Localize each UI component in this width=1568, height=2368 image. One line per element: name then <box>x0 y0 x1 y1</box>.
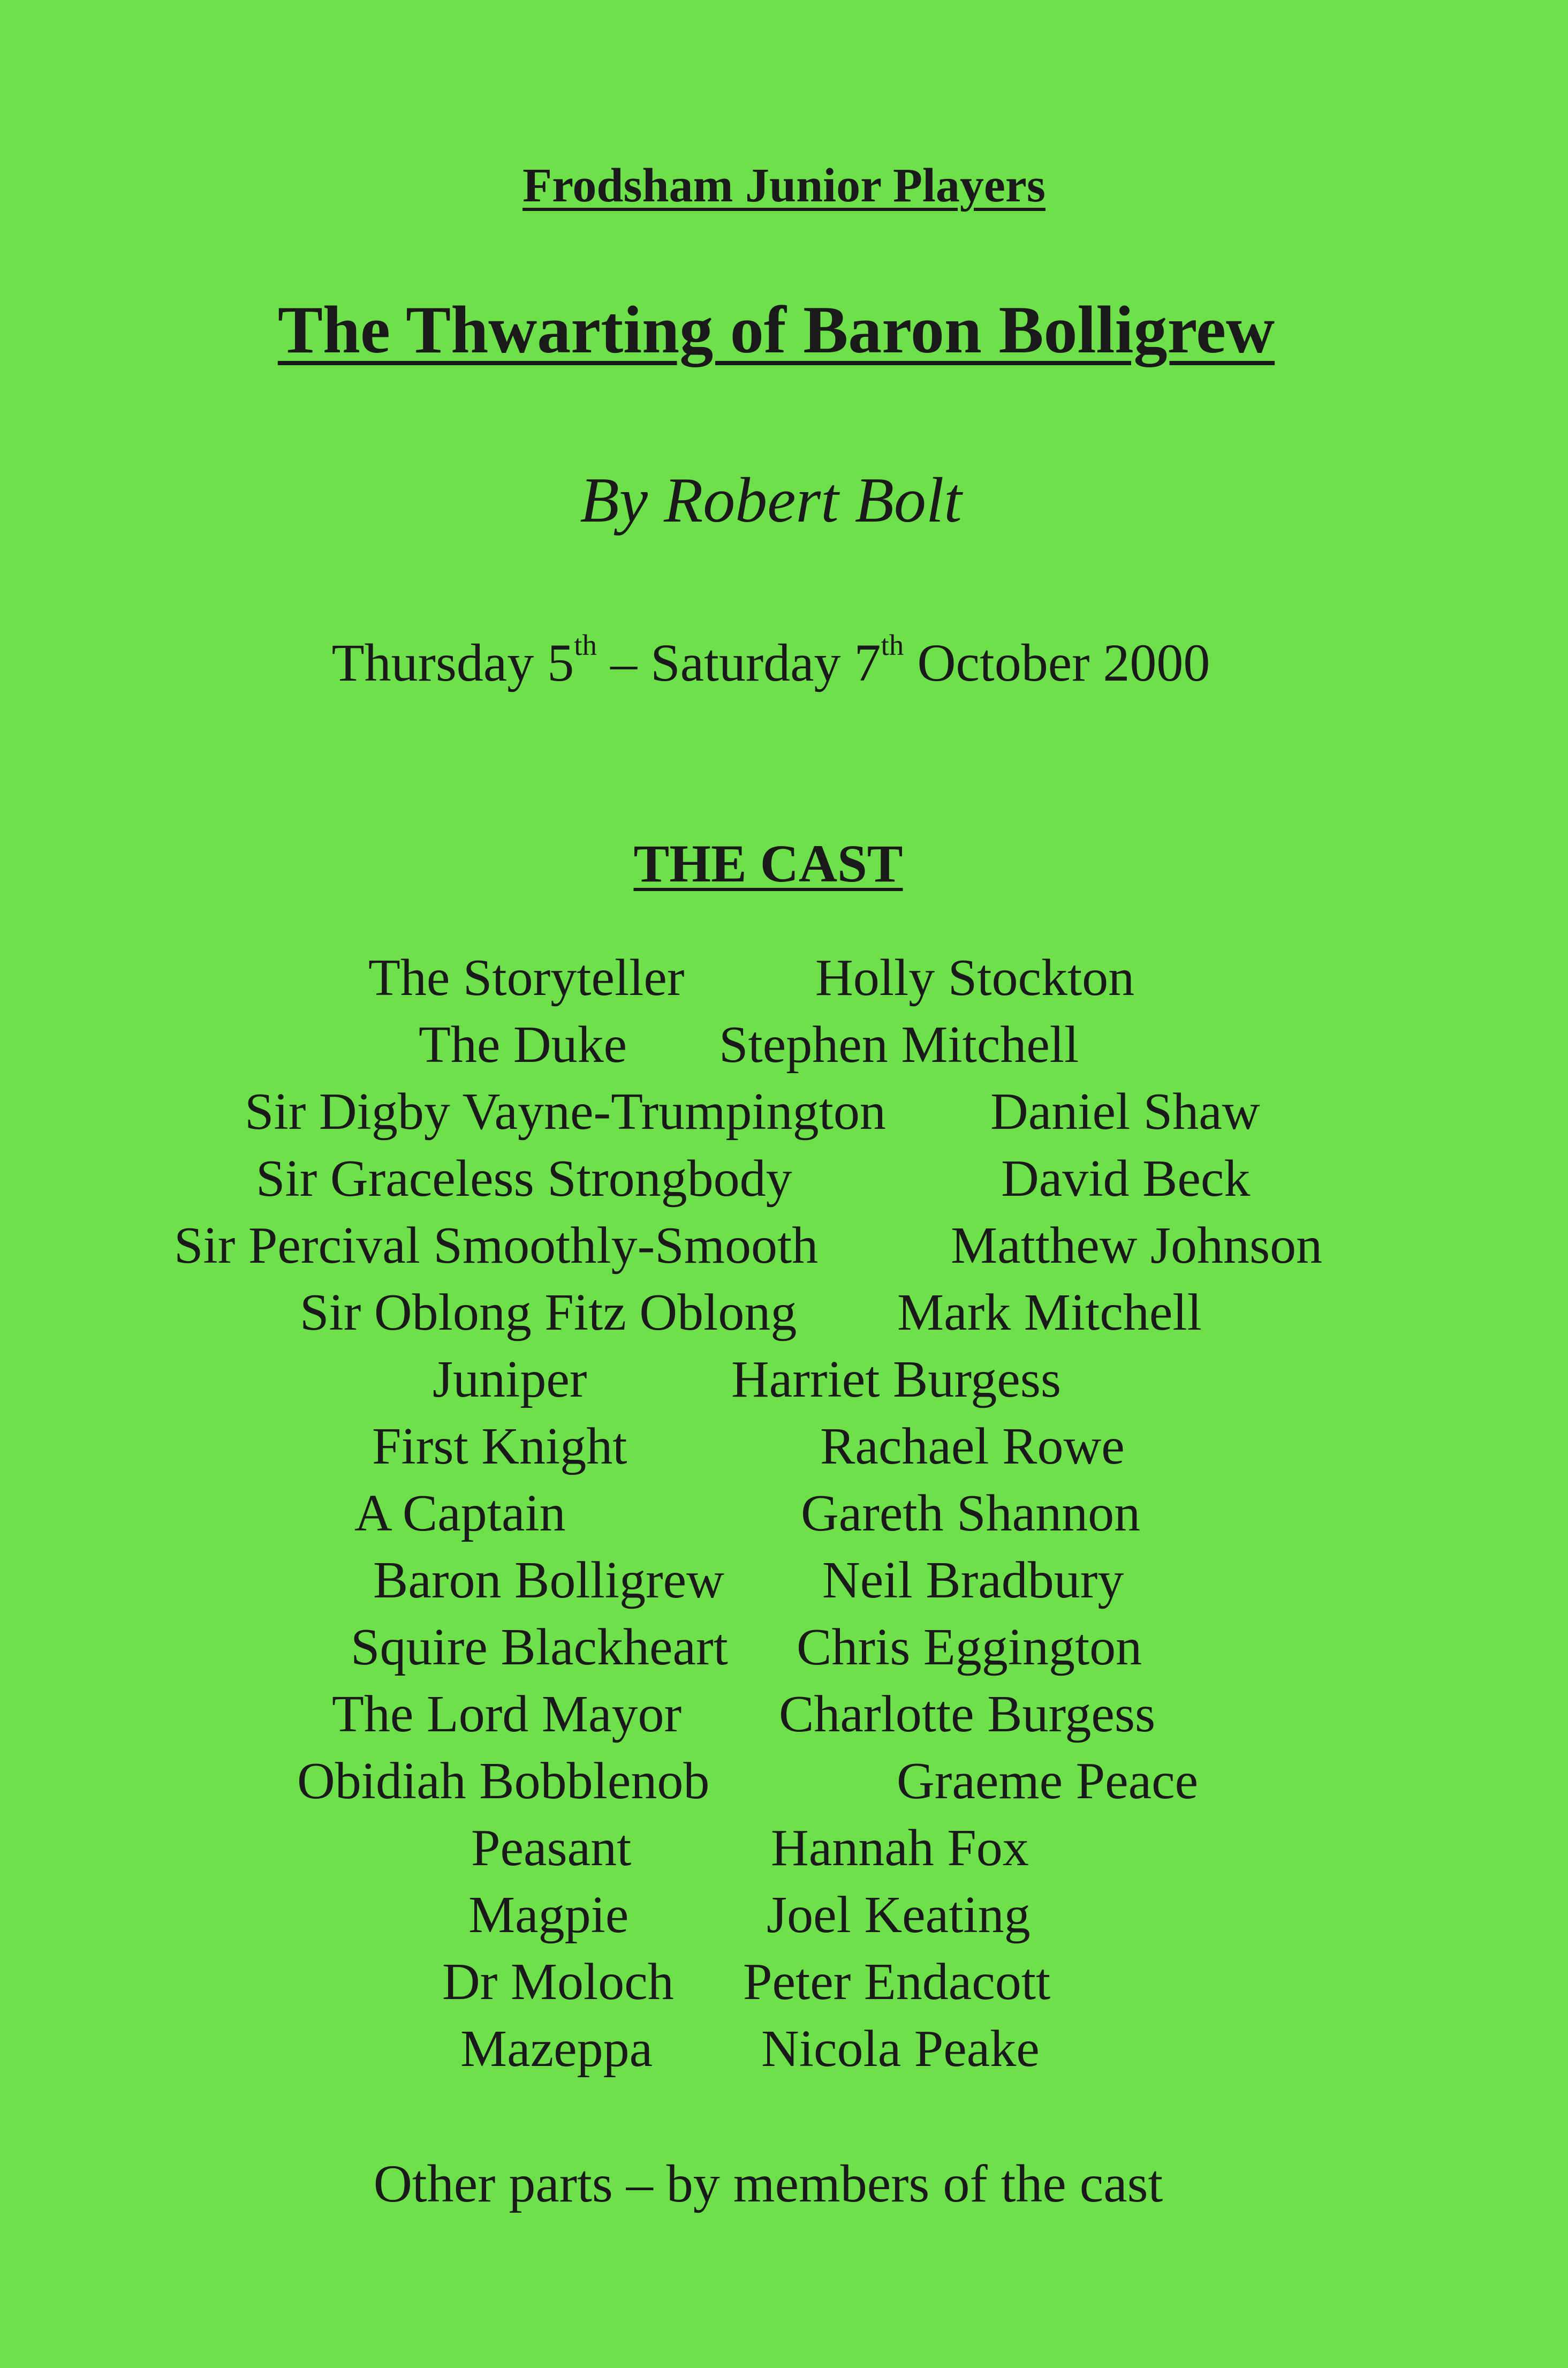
cast-row <box>0 948 1568 1015</box>
cast-row <box>0 1216 1568 1283</box>
role-name: Mazeppa <box>460 2020 653 2078</box>
actor-name: Chris Eggington <box>797 1618 1142 1676</box>
actor-name: Daniel Shaw <box>990 1083 1260 1141</box>
cast-row <box>0 1952 1568 2019</box>
actor-name: Peter Endacott <box>743 1953 1051 2011</box>
role-name: Sir Oblong Fitz Oblong <box>300 1284 797 1341</box>
actor-name: Harriet Burgess <box>731 1351 1061 1408</box>
cast-row <box>0 2019 1568 2086</box>
role-name: Baron Bolligrew <box>373 1551 724 1609</box>
actor-name: Mark Mitchell <box>897 1284 1202 1341</box>
cast-row <box>0 1283 1568 1349</box>
cast-row <box>0 1416 1568 1483</box>
month-year: October 2000 <box>904 633 1210 692</box>
actor-name: Hannah Fox <box>771 1819 1029 1877</box>
role-name: Sir Percival Smoothly-Smooth <box>174 1217 819 1275</box>
closing-note: Other parts – by members of the cast <box>373 2154 1163 2213</box>
role-name: Dr Moloch <box>442 1953 674 2011</box>
end-date: – Saturday 7 <box>597 633 881 692</box>
role-name: Squire Blackheart <box>351 1618 728 1676</box>
role-name: The Lord Mayor <box>332 1685 682 1743</box>
role-name: First Knight <box>372 1417 627 1475</box>
actor-name: David Beck <box>1001 1150 1251 1208</box>
start-date: Thursday 5 <box>331 633 574 692</box>
actor-name: Stephen Mitchell <box>719 1016 1079 1074</box>
role-name: Juniper <box>433 1351 587 1408</box>
role-name: Sir Digby Vayne-Trumpington <box>245 1083 886 1141</box>
cast-row <box>0 1885 1568 1952</box>
cast-row <box>0 1617 1568 1684</box>
author-credit: By Robert Bolt <box>580 464 962 536</box>
cast-row <box>0 1751 1568 1818</box>
performance-dates <box>0 629 1542 693</box>
actor-name: Neil Bradbury <box>822 1551 1124 1609</box>
cast-row <box>0 1550 1568 1617</box>
cast-row <box>0 1349 1568 1416</box>
role-name: Magpie <box>468 1886 629 1944</box>
play-title: The Thwarting of Baron Bolligrew <box>277 293 1275 367</box>
actor-name: Matthew Johnson <box>951 1217 1323 1275</box>
cast-heading: THE CAST <box>633 834 903 893</box>
role-name: A Captain <box>354 1484 566 1542</box>
actor-name: Gareth Shannon <box>801 1484 1141 1542</box>
cast-row <box>0 1818 1568 1885</box>
cast-row <box>0 1015 1568 1082</box>
actor-name: Holly Stockton <box>815 949 1135 1007</box>
group-name: Frodsham Junior Players <box>522 159 1046 212</box>
role-name: Sir Graceless Strongbody <box>256 1150 792 1208</box>
role-name: Obidiah Bobblenob <box>297 1752 710 1810</box>
end-date-suffix: th <box>881 629 904 661</box>
cast-row <box>0 1082 1568 1149</box>
cast-row <box>0 1149 1568 1216</box>
start-date-suffix: th <box>574 629 597 661</box>
cast-row <box>0 1684 1568 1751</box>
role-name: The Storyteller <box>368 949 685 1007</box>
actor-name: Graeme Peace <box>897 1752 1199 1810</box>
role-name: The Duke <box>419 1016 627 1074</box>
actor-name: Joel Keating <box>767 1886 1031 1944</box>
cast-row <box>0 1483 1568 1550</box>
role-name: Peasant <box>471 1819 632 1877</box>
actor-name: Rachael Rowe <box>820 1417 1125 1475</box>
actor-name: Charlotte Burgess <box>779 1685 1156 1743</box>
actor-name: Nicola Peake <box>761 2020 1040 2078</box>
cast-list <box>0 948 1568 2086</box>
